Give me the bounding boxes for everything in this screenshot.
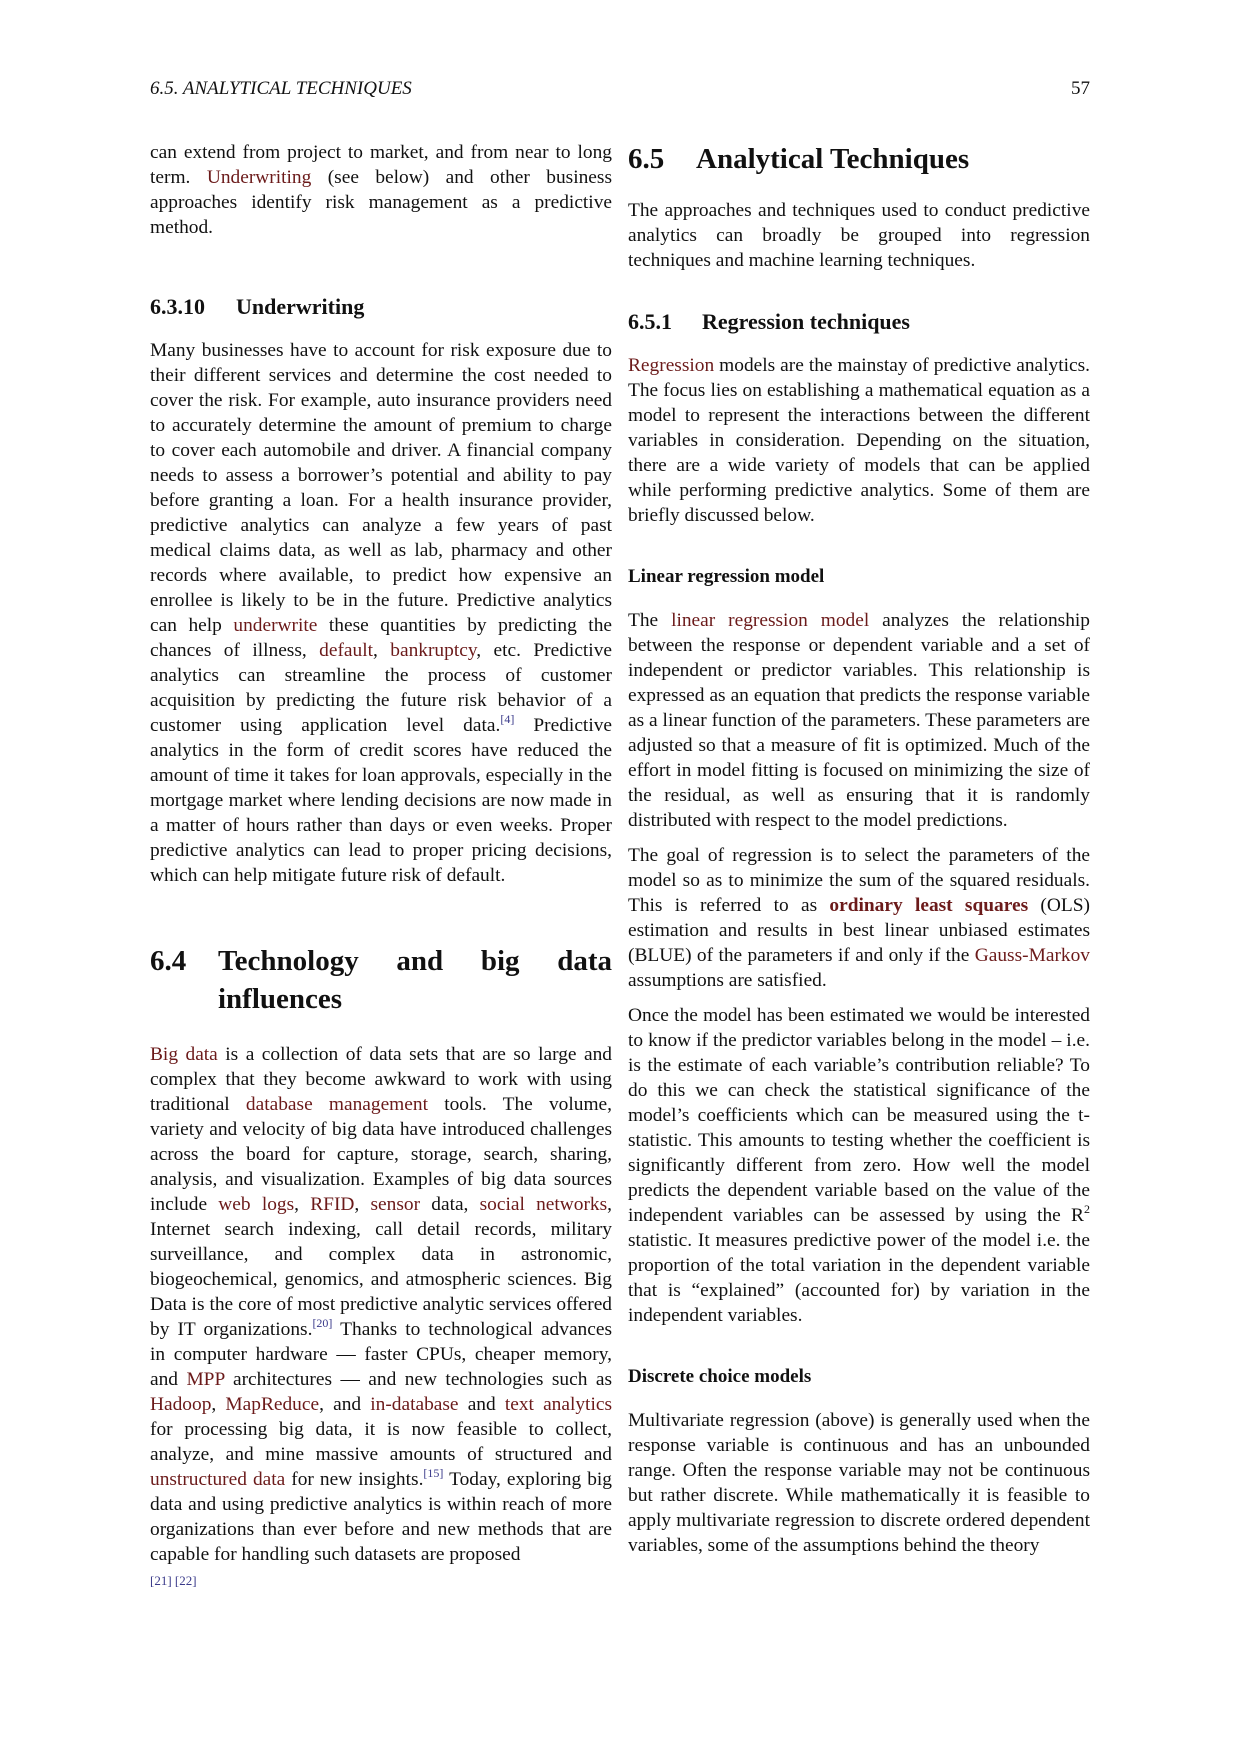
link-linear-regression-model[interactable]: linear regression model: [671, 610, 870, 631]
link-big-data[interactable]: Big data: [150, 1044, 218, 1065]
heading-6-3-10: 6.3.10 Underwriting: [150, 294, 365, 319]
paragraph-regression: Regression models are the mainstay of predictive analytics. The focus lies on establishing a mathematical equation as a model to represent the interactions between the different variables in consideration. Depending on the situation, there are a wide variety of models that can be applied while performing predictive analytics. Some of them are briefly discussed below.: [628, 355, 1090, 526]
heading-discrete-choice: Discrete choice models: [628, 1366, 812, 1387]
link-ordinary-least-squares[interactable]: ordinary least squares: [829, 895, 1029, 916]
citation-21-22[interactable]: [21] [22]: [150, 1573, 197, 1588]
link-mpp[interactable]: MPP: [186, 1369, 225, 1390]
paragraph-approaches: The approaches and techniques used to conduct predictive analytics can broadly be grouped into regression techniques and machine learning techniques.: [628, 200, 1090, 271]
citation-20[interactable]: [20]: [312, 1316, 333, 1330]
page-number: 57: [1071, 78, 1090, 99]
superscript-2: 2: [1084, 1202, 1090, 1216]
left-column: [150, 140, 612, 1602]
paragraph-linear-3: Once the model has been estimated we would be interested to know if the predictor variables belong in the model – i.e. is the estimate of each variable’s contribution reliable? To do this we can check the statistical significance of the model’s coefficients which can be measured using the t-statistic. This amounts to testing whether the coefficient is significantly different from zero. How well the model predicts the dependent variable based on the value of the independent variables can be assessed by using the $R^2$ statistic. It measures predictive power of the model i.e. the proportion of the total variation in the dependent variable that is “explained” (accounted for) by variation in the independent variables.: [628, 1005, 1090, 1326]
paragraph-underwriting: Many businesses have to account for risk exposure due to their different services and determine the cost needed to cover the risk. For example, auto insurance providers need to accurately determine the amount of premium to charge to cover each automobile and driver. A financial company needs to assess a borrower’s potential and ability to pay before granting a loan. For a health insurance provider, predictive analytics can analyze a few years of past medical claims data, as well as lab, pharmacy and other records where available, to predict how expensive an enrollee is likely to be in the future. Predictive analytics can help underwrite these quantities by predicting the chances of illness, default, bankruptcy, etc. Predictive analytics can streamline the process of customer acquisition by predicting the future risk behavior of a customer using application level data.[4] Predictive analytics in the form of credit scores have reduced the amount of time it takes for loan approvals, especially in the mortgage market where lending decisions are now made in a matter of hours rather than days or even weeks. Proper predictive analytics can lead to proper pricing decisions, which can help mitigate future risk of default.: [150, 340, 613, 886]
heading-6-5: 6.5 Analytical Techniques: [628, 143, 970, 175]
heading-6-5-1: 6.5.1 Regression techniques: [628, 309, 910, 334]
right-column: [628, 140, 1090, 1568]
link-database-management[interactable]: database management: [245, 1094, 428, 1115]
link-web-logs[interactable]: web logs: [218, 1194, 295, 1215]
link-underwrite[interactable]: underwrite: [233, 615, 318, 636]
citation-4[interactable]: [4]: [500, 712, 515, 726]
link-sensor[interactable]: sensor: [370, 1194, 421, 1215]
link-default[interactable]: default: [319, 640, 374, 661]
link-text-analytics[interactable]: text analytics: [504, 1394, 612, 1415]
heading-linear-regression: Linear regression model: [628, 566, 825, 587]
heading-6-4: 6.4 Technology and big data influences: [150, 945, 612, 1015]
link-rfid[interactable]: RFID: [310, 1194, 355, 1215]
link-in-database[interactable]: in-database: [370, 1394, 459, 1415]
running-header: [150, 78, 1090, 104]
citation-15[interactable]: [15]: [423, 1466, 444, 1480]
link-unstructured-data[interactable]: unstructured data: [150, 1469, 286, 1490]
paragraph-intro: can extend from project to market, and from near to long term. Underwriting (see below) and other business approaches identify risk management as a predictive method.: [150, 142, 613, 238]
link-bankruptcy[interactable]: bankruptcy: [390, 640, 477, 661]
link-mapreduce[interactable]: MapReduce: [225, 1394, 320, 1415]
link-gauss-markov[interactable]: Gauss-Markov: [974, 945, 1090, 966]
link-underwriting[interactable]: Underwriting: [206, 167, 312, 188]
link-hadoop[interactable]: Hadoop: [150, 1394, 212, 1415]
paragraph-linear-2: The goal of regression is to select the parameters of the model so as to minimize the sum of the squared residuals. This is referred to as ordinary least squares (OLS) estimation and results in best linear unbiased estimates (BLUE) of the parameters if and only if the Gauss-Markov assumptions are satisfied.: [628, 845, 1090, 991]
paragraph-linear-1: The linear regression model analyzes the relationship between the response or dependent variable and a set of independent or predictor variables. This relationship is expressed as an equation that predicts the response variable as a linear function of the parameters. These parameters are adjusted so that a measure of fit is optimized. Much of the effort in model fitting is focused on minimizing the size of the residual, as well as ensuring that it is randomly distributed with respect to the model predictions.: [628, 610, 1090, 831]
header-section: 6.5. ANALYTICAL TECHNIQUES: [150, 78, 412, 99]
link-social-networks[interactable]: social networks: [479, 1194, 608, 1215]
paragraph-discrete-choice: Multivariate regression (above) is generally used when the response variable is continuous and has an unbounded range. Often the response variable may not be continuous but rather discrete. While mathematically it is feasible to apply multivariate regression to discrete ordered dependent variables, some of the assumptions behind the theory: [628, 1410, 1090, 1556]
paragraph-big-data: Big data is a collection of data sets that are so large and complex that they become awkward to work with using traditional database management tools. The volume, variety and velocity of big data have introduced challenges across the board for capture, storage, search, sharing, analysis, and visualization. Examples of big data sources include web logs, RFID, sensor data, social networks, Internet search indexing, call detail records, military surveillance, and complex data in astronomic, biogeochemical, genomics, and atmospheric sciences. Big Data is the core of most predictive analytic services offered by IT organizations.[20] Thanks to technological advances in computer hardware — faster CPUs, cheaper memory, and MPP architectures — and new technologies such as Hadoop, MapReduce, and in-database and text analytics for processing big data, it is now feasible to collect, analyze, and mine massive amounts of structured and unstructured data for new insights.[15] Today, exploring big data and using predictive analytics is within reach of more organizations than ever before and new methods that are capable for handling such datasets are proposed [21] [22]: [150, 1044, 613, 1588]
link-regression[interactable]: Regression: [628, 355, 715, 376]
